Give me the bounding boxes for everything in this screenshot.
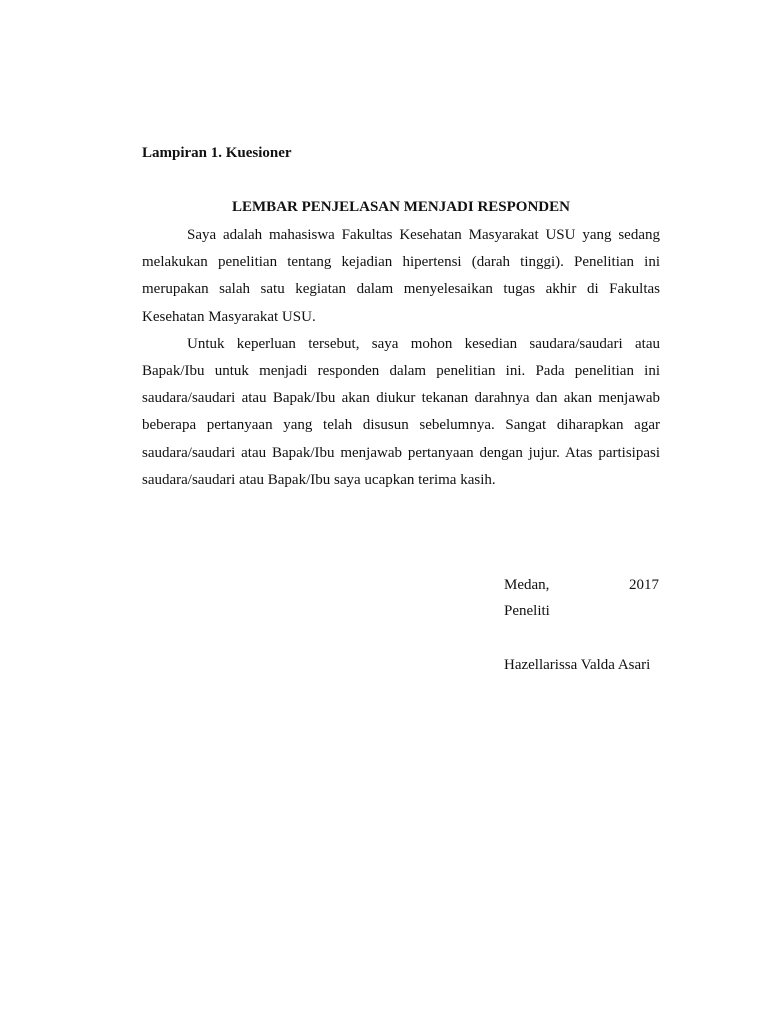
place-date-line xyxy=(504,572,659,598)
signature-role: Peneliti xyxy=(504,603,550,619)
signature-block xyxy=(504,572,659,678)
document-title: LEMBAR PENJELASAN MENJADI RESPONDEN xyxy=(232,199,570,215)
paragraph-introduction: Saya adalah mahasiswa Fakultas Kesehatan Masyarakat USU yang sedang melakukan penelitian tentang kejadian hipertensi (darah tinggi). Penelitian ini merupakan salah satu kegiatan dalam menyelesaikan tugas akhir di Fakultas Kesehatan Masyarakat USU. xyxy=(142,227,660,325)
appendix-label: Lampiran 1. Kuesioner xyxy=(142,145,292,161)
signature-name: Hazellarissa Valda Asari xyxy=(504,657,651,673)
paragraph-request: Untuk keperluan tersebut, saya mohon kesedian saudara/saudari atau Bapak/Ibu untuk menjadi responden dalam penelitian ini. Pada penelitian ini saudara/saudari atau Bapak/Ibu akan diukur tekanan darahnya dan akan menjawab beberapa pertanyaan yang telah disusun sebelumnya. Sangat diharapkan agar saudara/saudari atau Bapak/Ibu menjawab pertanyaan dengan jujur. Atas partisipasi saudara/saudari atau Bapak/Ibu saya ucapkan terima kasih. xyxy=(142,335,660,488)
signature-year: 2017 xyxy=(629,577,659,593)
signature-place: Medan, xyxy=(504,577,550,593)
explanation-body xyxy=(142,222,660,494)
